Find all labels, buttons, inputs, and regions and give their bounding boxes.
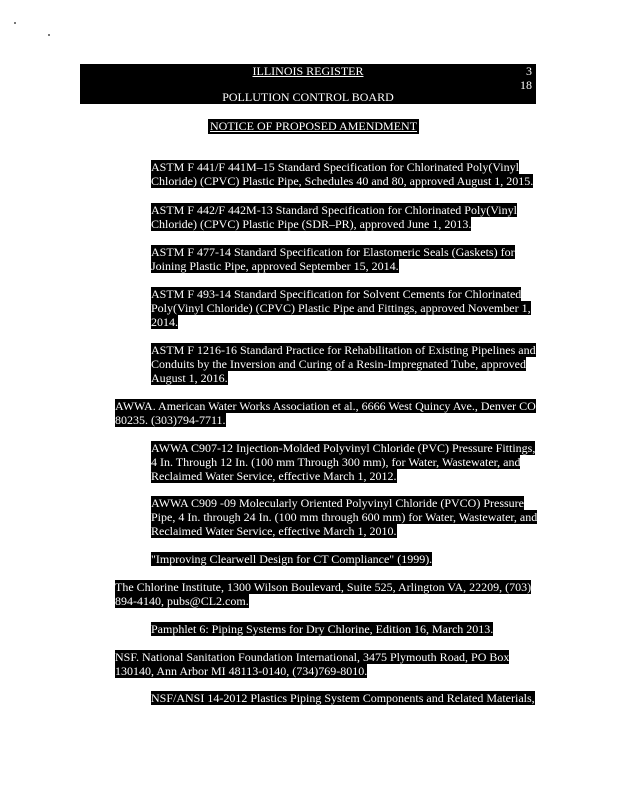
- reference-item: [150, 203, 543, 231]
- organization-text: NSF. National Sanitation Foundation International, 3475 Plymouth Road, PO Box 130140, Ann Arbor MI 48113-0140, (734)769-8010.: [115, 650, 510, 678]
- agency-name: POLLUTION CONTROL BOARD: [222, 90, 394, 104]
- reference-text: AWWA C907-12 Injection-Molded Polyvinyl Chloride (PVC) Pressure Fittings, 4 In. Through 12 In. (100 mm Through 300 mm), for Water, Wastewater, and Reclaimed Water Service, effective March 1, 2012.: [151, 441, 536, 483]
- reference-item: [150, 245, 543, 273]
- reference-item: [150, 552, 543, 566]
- register-volume: [520, 64, 532, 92]
- reference-text: AWWA C909 -09 Molecularly Oriented Polyvinyl Chloride (PVCO) Pressure Pipe, 4 In. through 24 In. (100 mm through 600 mm) for Water, Wastewater, and Reclaimed Water Service, effective March 1, 2010.: [151, 496, 538, 538]
- reference-text: ASTM F 441/F 441M–15 Standard Specification for Chlorinated Poly(Vinyl Chloride) (CPVC) Plastic Pipe, Schedules 40 and 80, approved August 1, 2015.: [151, 160, 534, 188]
- reference-text: ASTM F 493-14 Standard Specification for Solvent Cements for Chlorinated Poly(Vinyl Chloride) (CPVC) Plastic Pipe and Fittings, approved November 1, 2014.: [151, 287, 531, 329]
- reference-item: [150, 622, 543, 636]
- reference-item: [150, 160, 543, 188]
- reference-text: ASTM F 442/F 442M-13 Standard Specification for Chlorinated Poly(Vinyl Chloride) (CPVC) Plastic Pipe (SDR–PR), approved June 1, 2013.: [151, 203, 517, 231]
- volume-number: 3: [526, 64, 532, 78]
- register-title: ILLINOIS REGISTER: [252, 64, 364, 78]
- scan-speck: [48, 34, 50, 36]
- reference-text: ASTM F 1216-16 Standard Practice for Rehabilitation of Existing Pipelines and Conduits by the Inversion and Curing of a Resin-Impregnated Tube, approved August 1, 2016.: [151, 343, 536, 385]
- reference-text: "Improving Clearwell Design for CT Compliance" (1999).: [151, 552, 433, 566]
- reference-text: Pamphlet 6: Piping Systems for Dry Chlorine, Edition 16, March 2013.: [151, 622, 494, 636]
- reference-text: NSF/ANSI 14-2012 Plastics Piping System Components and Related Materials,: [151, 691, 535, 705]
- register-header: [80, 64, 536, 104]
- organization-entry: [114, 399, 548, 427]
- reference-item: [150, 691, 543, 705]
- reference-item: [150, 441, 543, 483]
- organization-text: The Chlorine Institute, 1300 Wilson Boulevard, Suite 525, Arlington VA, 22209, (703) 894-4140, pubs@CL2.com.: [115, 580, 532, 608]
- issue-number: 18: [520, 78, 532, 92]
- reference-item: [150, 287, 543, 329]
- reference-text: ASTM F 477-14 Standard Specification for Elastomeric Seals (Gaskets) for Joining Plastic Pipe, approved September 15, 2014.: [151, 245, 515, 273]
- reference-item: [150, 343, 543, 385]
- notice-heading: NOTICE OF PROPOSED AMENDMENT: [210, 119, 418, 133]
- organization-entry: [114, 580, 548, 608]
- scan-speck: [14, 22, 16, 24]
- reference-item: [150, 496, 543, 538]
- organization-text: AWWA. American Water Works Association et al., 6666 West Quincy Ave., Denver CO 80235. (303)794-7711.: [115, 399, 536, 427]
- organization-entry: [114, 650, 548, 678]
